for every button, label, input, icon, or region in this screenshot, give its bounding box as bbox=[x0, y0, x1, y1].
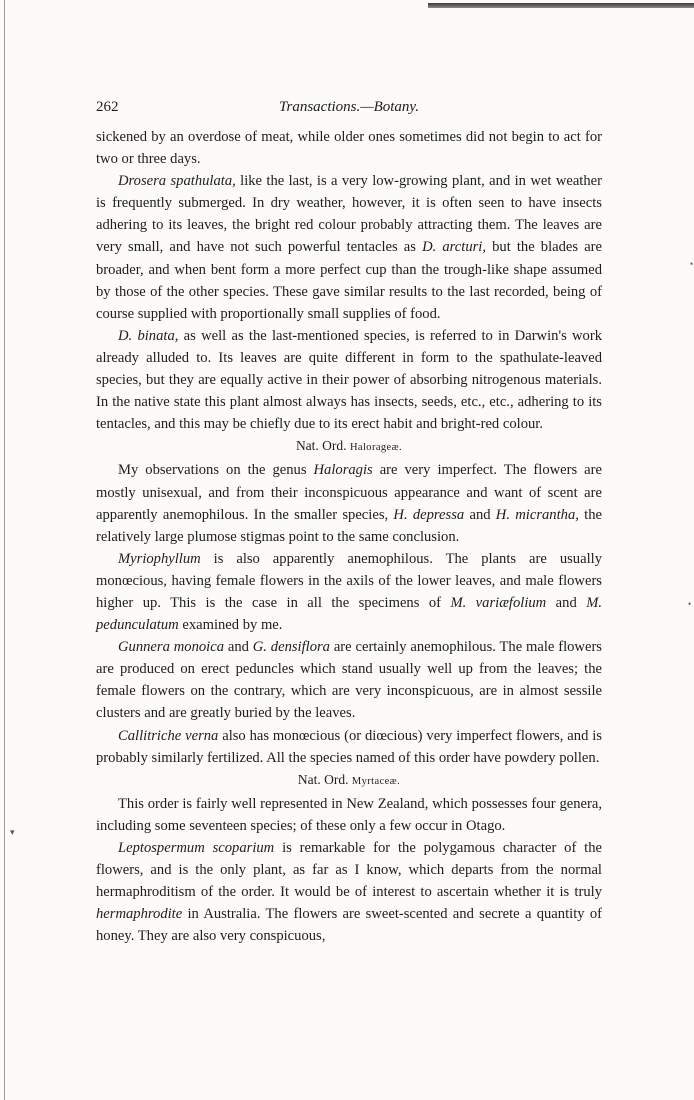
section-heading: Nat. Ord. Haloragеæ. bbox=[295, 438, 403, 454]
document-page bbox=[96, 96, 602, 947]
scan-mark: • bbox=[688, 599, 692, 609]
paragraph: D. binata, as well as the last-mentioned species, is referred to in Darwin's work already alluded to. Its leaves are quite different in form to the spathulate-leaved species, but they are equally active in their power of absorbing nitrogenous materials. In the native state this plant almost always has insects, seeds, etc., etc., adhering to its tentacles, and this may be chiefly due to its erect habit and bright-red colour. bbox=[96, 327, 603, 433]
paragraph: Gunnera monoica and G. densiflora are certainly anemophilous. The male flowers are produced on erect peduncles which stand usually well up from the leaves; the female flowers on the contrary, which are very inconspicuous, are in almost sessile clusters and are greatly buried by the leaves. bbox=[96, 639, 602, 722]
paragraph: sickened by an overdose of meat, while older ones sometimes did not begin to act for two or three days. bbox=[96, 129, 602, 168]
page-header bbox=[96, 96, 602, 126]
paragraph: Myriophyllum is also apparently anemophilous. The plants are usually monœcious, having female flowers in the axils of the lower leaves, and male flowers higher up. This is the case in all the specimens of M. variæfolium and M. pedunculatum examined by me. bbox=[96, 550, 602, 634]
paragraph: Leptospermum scoparium is remarkable for the polygamous character of the flowers, and is the only plant, as far as I know, which departs from the normal hermaphroditism of the order. It would be of interest to ascertain whether it is truly hermaphrodite in Australia. The flowers are sweet-scented and secrete a quantity of honey. They are also very conspicuous, bbox=[96, 840, 602, 945]
scan-mark: ▾ bbox=[10, 827, 15, 837]
section-heading: Nat. Ord. Myrtaceæ. bbox=[297, 771, 401, 787]
paragraph: This order is fairly well represented in New Zealand, which possesses four genera, including some seventeen species; of these only a few occur in Otago. bbox=[96, 795, 602, 834]
running-title: Transactions.—Botany. bbox=[278, 99, 420, 115]
scan-mark: • bbox=[690, 259, 694, 269]
paragraph: Drosera spathulata, like the last, is a very low-growing plant, and in wet weather is frequently submerged. In dry weather, however, it is often seen to have insects adhering to its leaves, the bright red colour probably attracting them. The leaves are very small, and have not such powerful tentacles as D. arcturi, but the blades are broader, and when bent form a more perfect cup than the trough-like shape assumed by those of the other species. These gave similar results to the last recorded, being of course supplied with proportionally small supplies of food. bbox=[96, 173, 603, 322]
paragraph: My observations on the genus Haloragis are very imperfect. The flowers are mostly unisexual, and from their inconspicuous appearance and want of scent are apparently anemophilous. In the smaller species, H. depressa and H. micrantha, the relatively large plumose stigmas point to the same conclusion. bbox=[96, 462, 602, 545]
page-number: 262 bbox=[96, 99, 119, 115]
scan-edge-left bbox=[4, 0, 5, 1100]
scan-edge-top bbox=[428, 3, 694, 8]
paragraph: Callitriche verna also has monœcious (or diœcious) very imperfect flowers, and is probably similarly fertilized. All the species named of this order have powdery pollen. bbox=[96, 727, 602, 766]
